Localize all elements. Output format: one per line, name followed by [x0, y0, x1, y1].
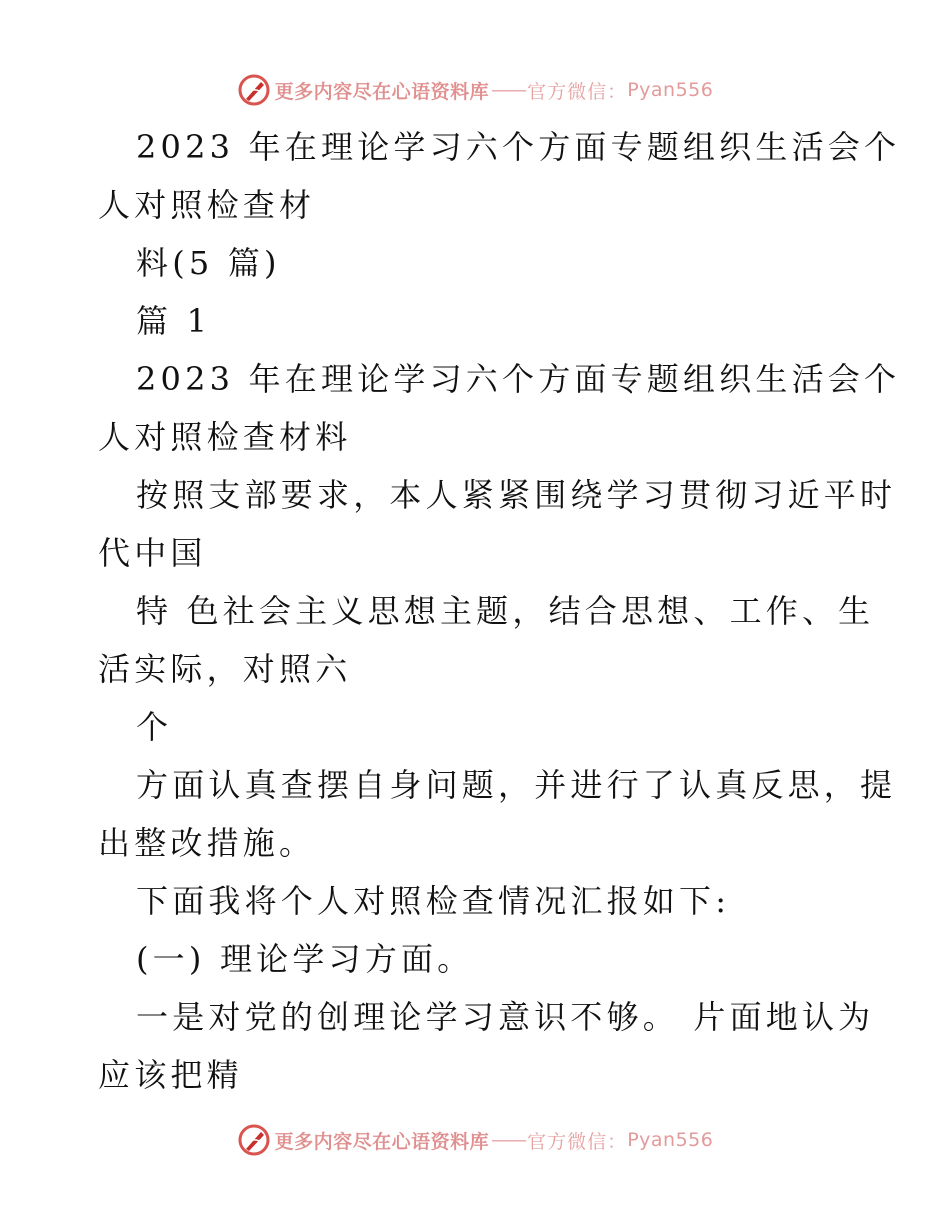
heading-line-1: 2023 年在理论学习六个方面专题组织生活会个	[136, 360, 901, 398]
watermark-brand: 更多内容尽在心语资料库	[274, 80, 490, 103]
watermark-wechat-label: 官方微信：	[527, 80, 628, 103]
heading-line-2: 人对照检查材料	[98, 418, 352, 456]
paragraph-line: 个	[136, 708, 173, 746]
watermark-dash: ——	[491, 1129, 526, 1151]
watermark-wechat-id: Pyan556	[627, 1129, 714, 1151]
section-label: 篇 1	[136, 302, 212, 340]
paragraph-line: 出整改措施。	[98, 824, 316, 862]
watermark-brand: 更多内容尽在心语资料库	[274, 1130, 490, 1153]
watermark-footer	[0, 1120, 950, 1160]
quill-logo-icon	[237, 1123, 271, 1157]
paragraph-line: 方面认真查摆自身问题，并进行了认真反思，提	[136, 766, 897, 804]
paragraph-line: 特 色社会主义思想主题，结合思想、工作、生	[136, 592, 875, 630]
paragraph-line: 下面我将个人对照检查情况汇报如下:	[136, 882, 731, 920]
subheading-line: (一) 理论学习方面。	[136, 940, 474, 978]
quill-logo-icon	[237, 73, 271, 107]
paragraph-line: 应该把精	[98, 1056, 243, 1094]
paragraph-line: 一是对党的创理论学习意识不够。 片面地认为	[136, 998, 875, 1036]
paragraph-line: 按照支部要求，本人紧紧围绕学习贯彻习近平时	[136, 476, 897, 514]
title-line-1: 2023 年在理论学习六个方面专题组织生活会个	[136, 128, 901, 166]
title-line-2: 人对照检查材	[98, 186, 316, 224]
watermark-header	[0, 70, 950, 110]
paragraph-line: 代中国	[98, 534, 207, 572]
paragraph-line: 活实际，对照六	[98, 650, 352, 688]
document-body	[98, 118, 901, 1104]
watermark-wechat-id: Pyan556	[627, 79, 714, 101]
watermark-wechat-label: 官方微信：	[527, 1130, 628, 1153]
title-line-3: 料(5 篇)	[136, 244, 281, 282]
watermark-dash: ——	[491, 79, 526, 101]
